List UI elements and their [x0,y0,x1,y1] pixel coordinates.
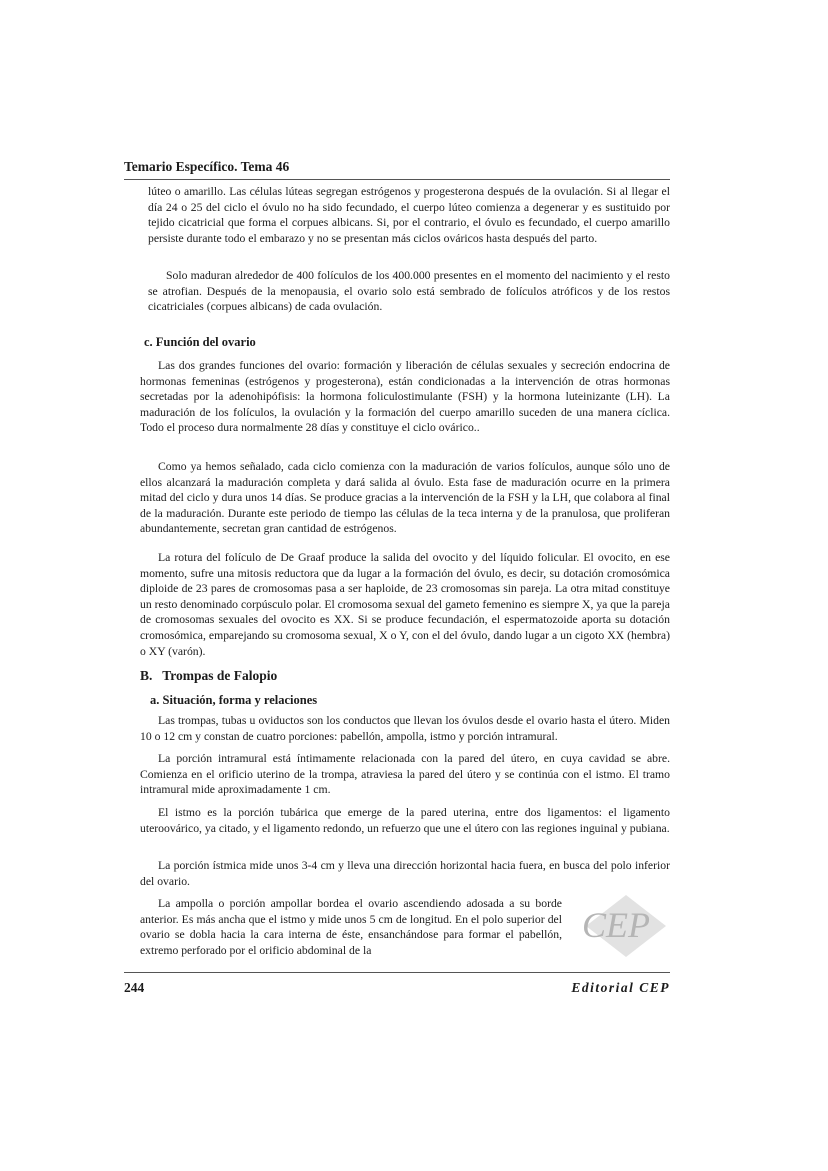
subsection-heading: c. Función del ovario [144,335,256,349]
footer-rule [124,972,670,973]
paragraph: La porción ístmica mide unos 3-4 cm y lleva una dirección horizontal hacia fuera, en busca del polo inferior del ovario. [140,859,670,888]
paragraph: lúteo o amarillo. Las células lúteas segregan estrógenos y progesterona después de la ovulación. Si al llegar el día 24 o 25 del ciclo el óvulo no ha sido fecundado, el cuerpo lúteo comienza a degenerar y es sustituido por tejido cicatricial que forma el corpues albicans. Si, por el contrario, el óvulo es fecundado, el cuerpo amarillo persiste durante todo el embarazo y no se presentan más ciclos ováricos hasta después del parto. [148,185,670,245]
paragraph: Solo maduran alrededor de 400 folículos de los 400.000 presentes en el momento del nacimiento y el resto se atrofian. Después de la menopausia, el ovario solo está sembrado de folículos atróficos y de los restos cicatriciales (corpues albicans) de cada ovulación. [148,269,670,314]
paragraph: Como ya hemos señalado, cada ciclo comienza con la maduración de varios folículos, aunque sólo uno de ellos alcanzará la maduración completa y dará salida al óvulo. Esta fase de maduración ocurre en la primera mitad del ciclo y dura unos 14 días. Se produce gracias a la intervención de la FSH y la LH, que colabora al final de la maduración. Durante este periodo de tiempo las células de la teca interna y de la pranulosa, que proliferan abundantemente, secretan gran cantidad de estrógenos. [140,460,670,536]
paragraph: El istmo es la porción tubárica que emerge de la pared uterina, entre dos ligamentos: el ligamento uteroovárico, ya citado, y el ligamento redondo, un refuerzo que une el útero con las regiones inguinal y pubiana. [140,806,670,835]
svg-text:CEP: CEP [582,905,650,945]
cep-logo-watermark [578,893,668,959]
header-rule [124,179,670,180]
section-heading: B. Trompas de Falopio [140,668,278,683]
paragraph: Las dos grandes funciones del ovario: formación y liberación de células sexuales y secreción endocrina de hormonas femeninas (estrógenos y progesterona), están condicionadas a la intervención de otras hormonas secretadas por la adenohipófisis: la hormona foliculostimulante (FSH) y la hormona luteinizante (LH). La maduración de los folículos, la ovulación y la formación del cuerpo amarillo suceden de una manera cíclica. Todo el proceso dura normalmente 28 días y constituye el ciclo ovárico.. [140,359,670,435]
paragraph: Las trompas, tubas u oviductos son los conductos que llevan los óvulos desde el ovario hasta el útero. Miden 10 o 12 cm y constan de cuatro porciones: pabellón, ampolla, istmo y porción intramural. [140,714,670,743]
paragraph: La rotura del folículo de De Graaf produce la salida del ovocito y del líquido folicular. El ovocito, en ese momento, sufre una mitosis reductora que da lugar a la formación del óvulo, es decir, su dotación cromosómica diploide de 23 pares de cromosomas pasa a ser haploide, de 23 cromosomas sin pareja. La otra mitad constituye un resto denominado corpúsculo polar. El cromosoma sexual del gameto femenino es siempre X, ya que la pareja de cromosomas sexuales del ovocito es XX. Si se produce fecundación, el espermatozoide aporta su dotación cromosómica, emparejando su cromosoma sexual, X o Y, con el del óvulo, dando lugar a un cigoto XX (hembra) o XY (varón). [140,551,670,658]
publisher-name: Editorial CEP [571,980,670,995]
paragraph: La porción intramural está íntimamente relacionada con la pared del útero, en cuya cavidad se abre. Comienza en el orificio uterino de la trompa, atraviesa la pared del útero y se continúa con el istmo. El tramo intramural mide aproximadamente 1 cm. [140,752,670,797]
page-number: 244 [124,980,145,995]
paragraph: La ampolla o porción ampollar bordea el ovario ascendiendo adosada a su borde anterior. Es más ancha que el istmo y mide unos 5 cm de longitud. En el polo superior del ovario se dobla hacia la cara interna de éste, ensanchándose para formar el pabellón, extremo perforado por el orificio abdominal de la [140,897,562,957]
running-header: Temario Específico. Tema 46 [124,159,290,174]
subsection-heading: a. Situación, forma y relaciones [150,693,318,707]
